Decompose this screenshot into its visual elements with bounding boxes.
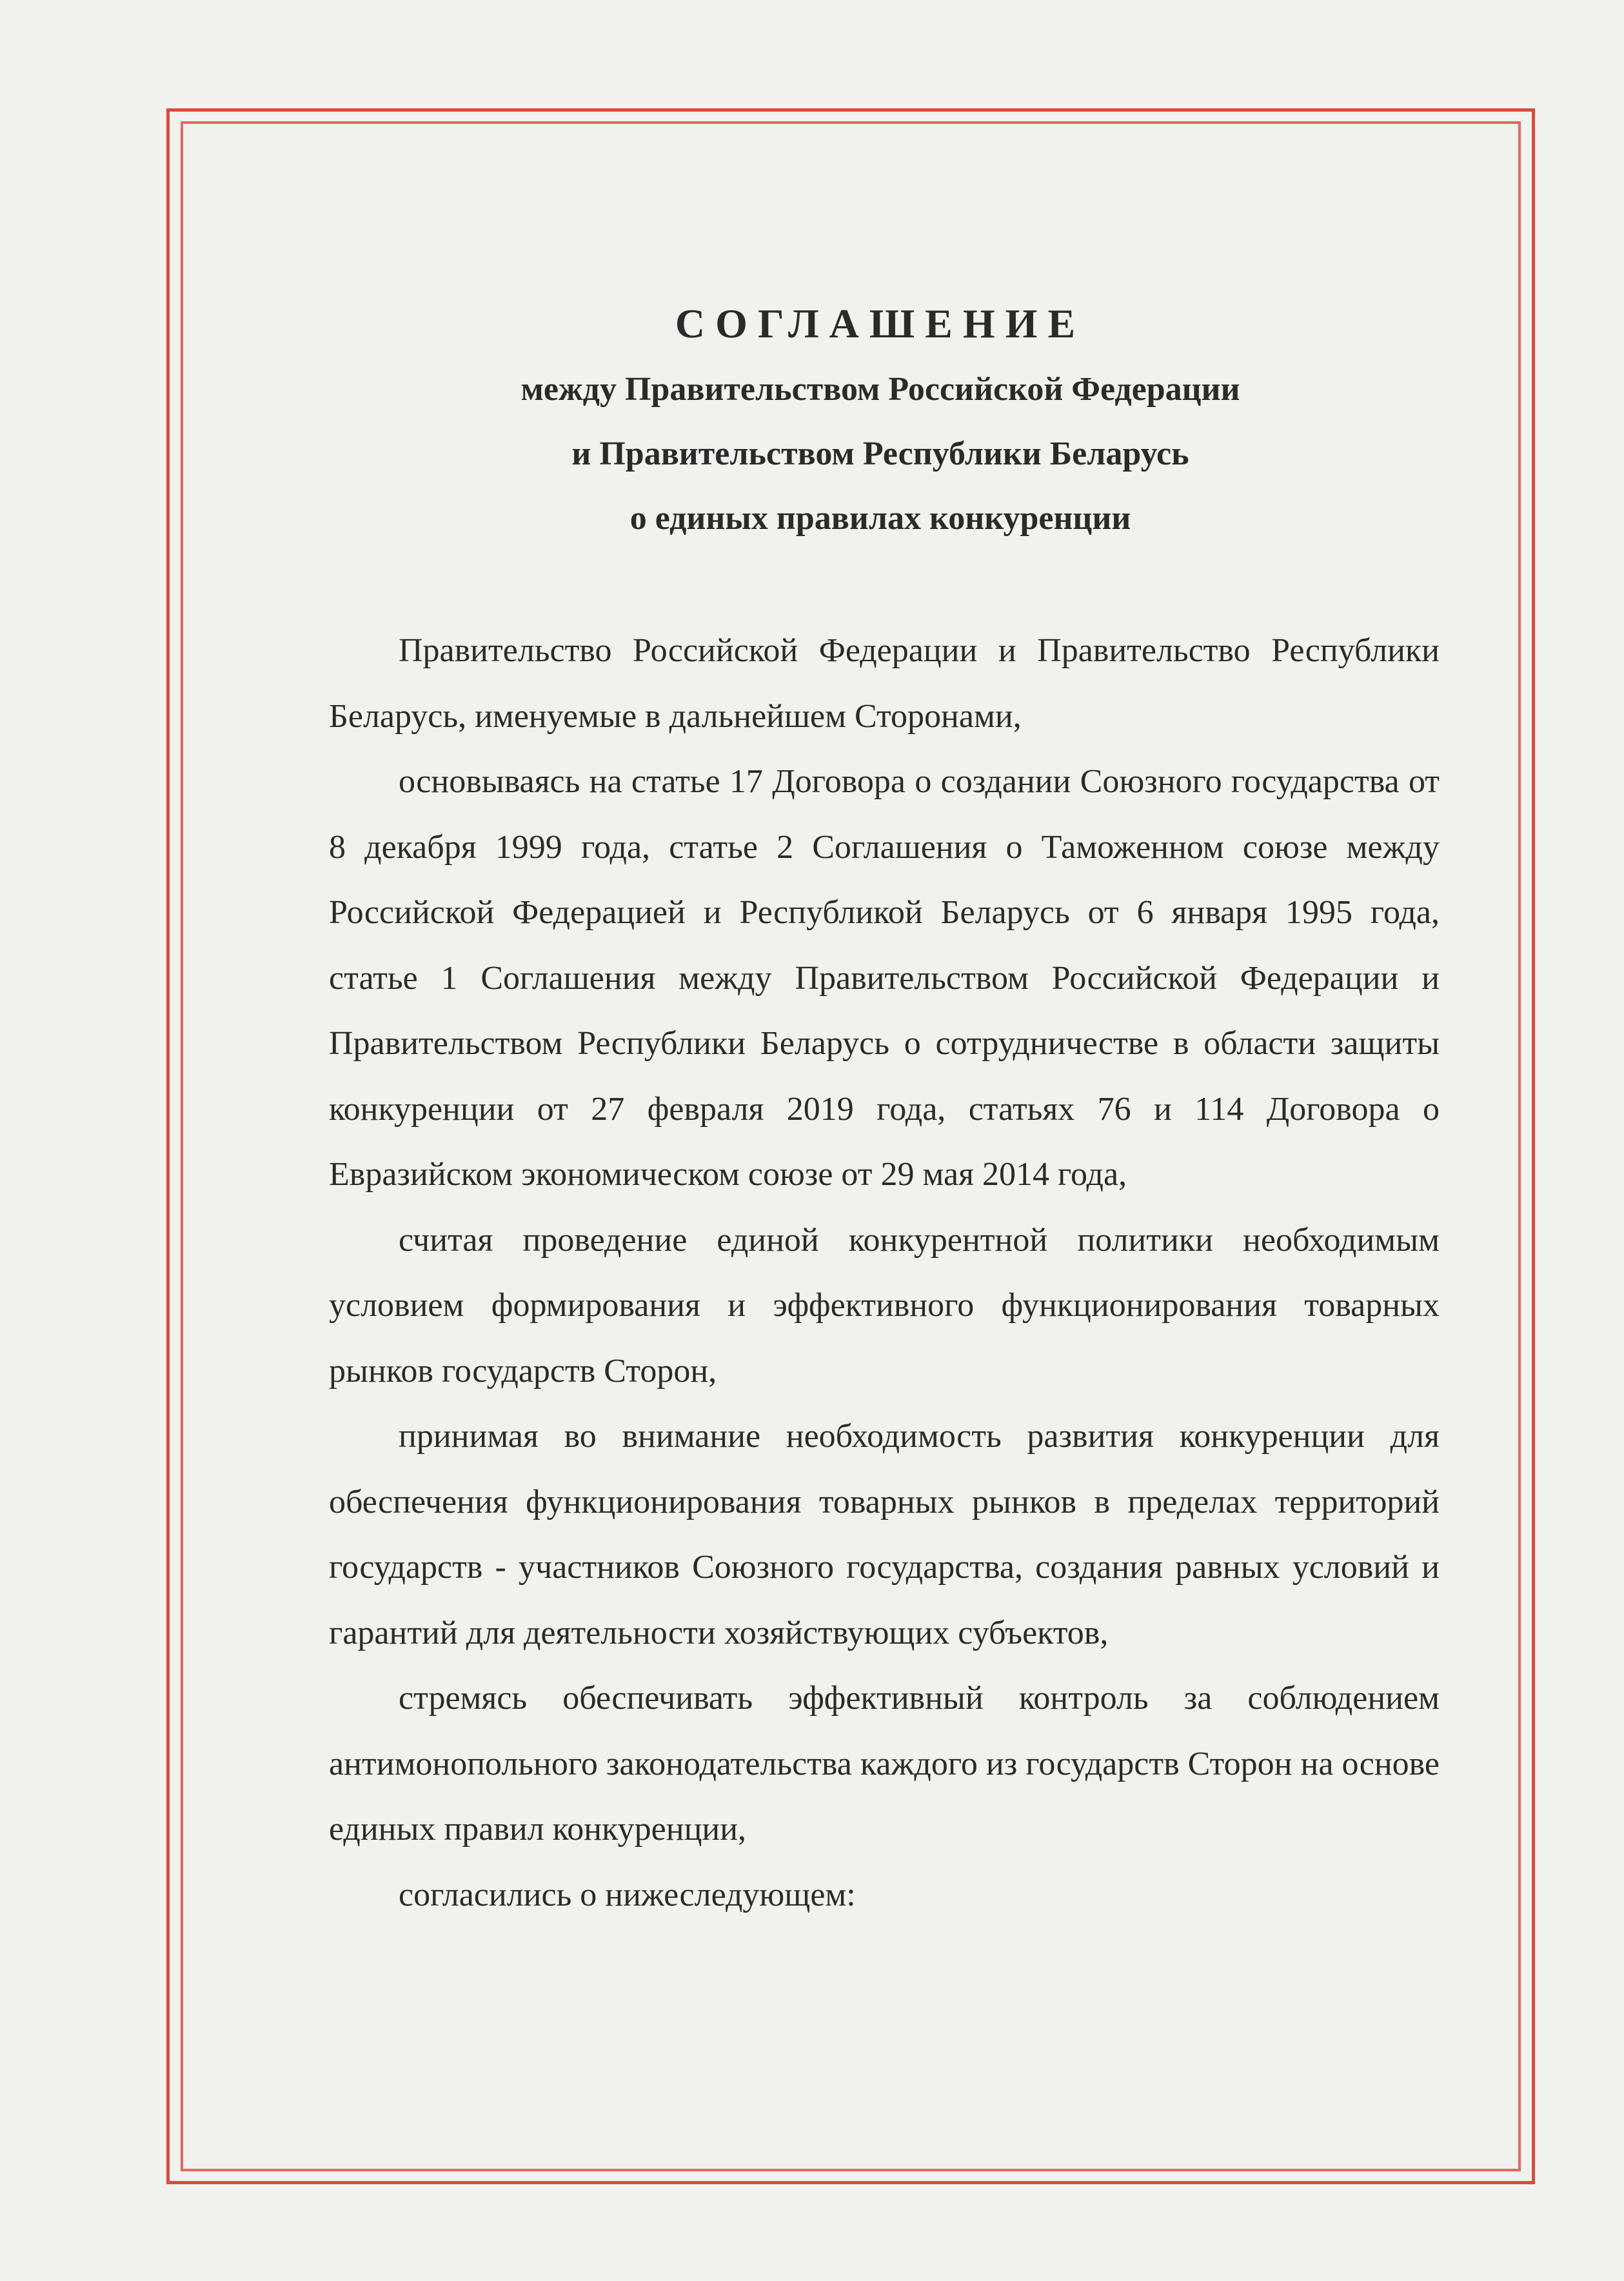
- paragraph-parties: Правительство Российской Федерации и Правительство Республики Беларусь, именуемые в дальнейшем Сторонами,: [329, 632, 1440, 735]
- paragraph-basis: основываясь на статье 17 Договора о создании Союзного государства от 8 декабря 1999 года, статье 2 Соглашения о Таможенном союзе между Российской Федерацией и Республикой Беларусь от 6 января 1995 года, статье 1 Соглашения между Правительством Российской Федерации и Правительством Республики Беларусь о сотрудничестве в области защиты конкуренции от 27 февраля 2019 года, статьях 76 и 114 Договора о Евразийском экономическом союзе от 29 мая 2014 года,: [329, 763, 1440, 1193]
- paragraph-control: стремясь обеспечивать эффективный контроль за соблюдением антимонопольного законодательства каждого из государств Сторон на основе единых правил конкуренции,: [329, 1680, 1440, 1848]
- document-body: [329, 618, 1440, 1927]
- document-subtitle-line-3: о единых правилах конкуренции: [629, 500, 1131, 537]
- document-subtitle-line-1: между Правительством Российской Федерации: [520, 371, 1240, 408]
- paragraph-development: принимая во внимание необходимость развития конкуренции для обеспечения функционирования товарных рынков в пределах территорий государств - участников Союзного государства, создания равных условий и гарантий для деятельности хозяйствующих субъектов,: [329, 1418, 1440, 1651]
- document-title: СОГЛАШЕНИЕ: [675, 301, 1086, 346]
- paragraph-competition-policy: считая проведение единой конкурентной политики необходимым условием формирования и эффективного функционирования товарных рынков государств Сторон,: [329, 1221, 1440, 1390]
- document-subtitle-line-2: и Правительством Республики Беларусь: [571, 435, 1189, 472]
- paragraph-agreed: согласились о нижеследующем:: [399, 1876, 856, 1913]
